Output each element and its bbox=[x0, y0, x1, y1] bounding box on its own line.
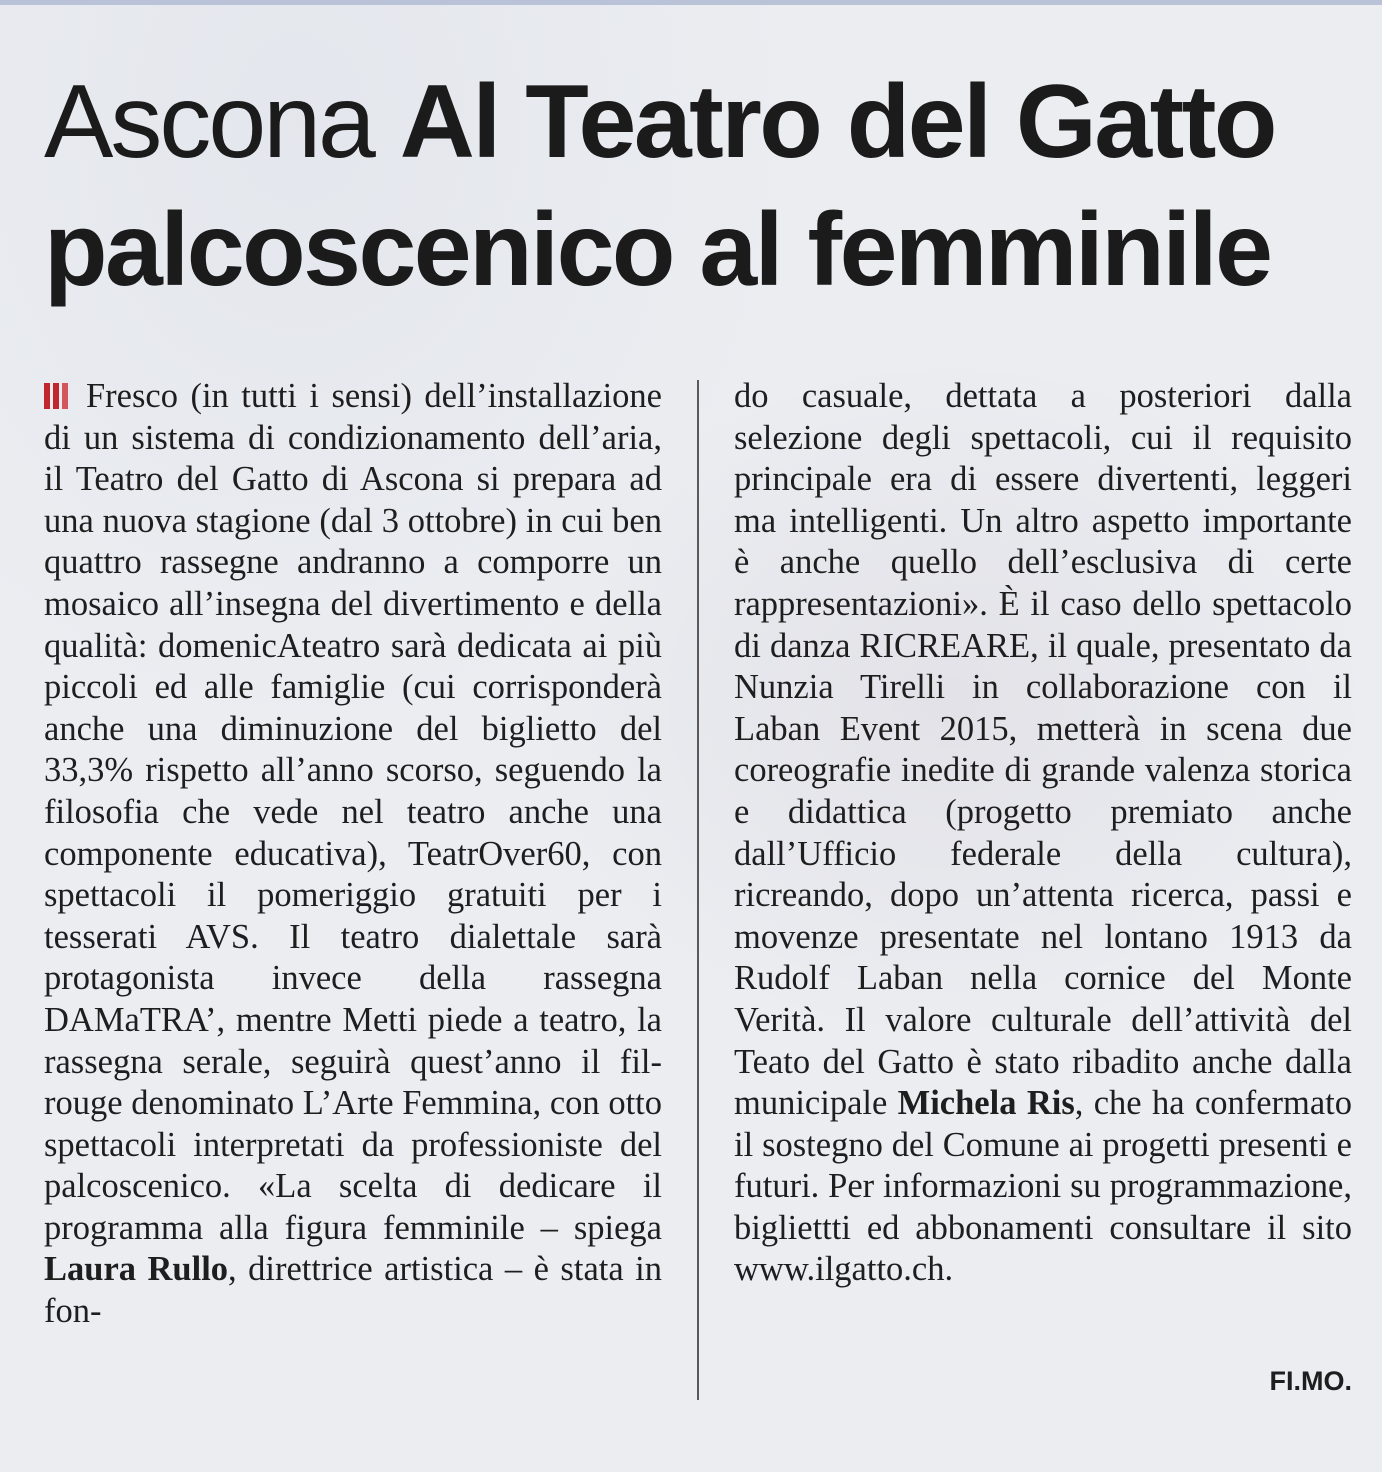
article-column-right bbox=[734, 376, 1352, 1291]
headline-kicker: Ascona bbox=[44, 64, 373, 180]
column-divider bbox=[697, 380, 699, 1400]
author-name-laura-rullo: Laura Rullo bbox=[44, 1250, 229, 1289]
lead-marker-icon bbox=[44, 378, 76, 404]
left-column-text-end: , direttrice artistica – è stata in fon- bbox=[44, 1250, 662, 1331]
article-signature: FI.MO. bbox=[1269, 1366, 1352, 1396]
right-column-text: do casuale, dettata a posteriori dalla selezione degli spettacoli, cui il requisito principale era di essere divertenti, leggeri ma intelligenti. Un altro aspetto importante è anche quello dell’esclusiva di certe rappresentazioni». È il caso dello spettacolo di danza RICREARE, il quale, presentato da Nunzia Tirelli in collaborazione con il Laban Event 2015, metterà in scena due coreografie inedite di grande valenza storica e didattica (progetto premiato anche dall’Ufficio federale della cultura), ricreando, dopo un’attenta ricerca, passi e movenze presentate nel lontano 1913 da Rudolf Laban nella cornice del Monte Verità. Il valore culturale dell’attività del Teato del Gatto è stato ribadito anche dalla municipale bbox=[734, 377, 1352, 1123]
headline-title-line1: Al Teatro del Gatto bbox=[399, 64, 1275, 180]
headline-title-line2: palcoscenico al femminile bbox=[44, 192, 1271, 308]
page-top-edge bbox=[0, 0, 1382, 5]
right-column-text-end: , che ha confermato il sostegno del Comune ai progetti presenti e futuri. Per informazioni su programmazione, bigliettti ed abbonamenti consultare il sito www.ilgatto.ch. bbox=[734, 1084, 1352, 1289]
article-column-left bbox=[44, 376, 662, 1333]
left-column-text: Fresco (in tutti i sensi) dell’installazione di un sistema di condizionamento dell’aria, il Teatro del Gatto di Ascona si prepara ad una nuova stagione (dal 3 ottobre) in cui ben quattro rassegne andranno a comporre un mosaico all’insegna del divertimento e della qualità: domenicAteatro sarà dedicata ai più piccoli ed alle famiglie (cui corrisponderà anche una diminuzione del biglietto del 33,3% rispetto all’anno scorso, seguendo la filosofia che vede nel teatro anche una componente educativa), TeatrOver60, con spettacoli il pomeriggio gratuiti per i tesserati AVS. Il teatro dialettale sarà protagonista invece della rassegna DAMaTRA’, mentre Metti piede a teatro, la rassegna serale, seguirà quest’anno il fil-rouge denominato L’Arte Femmina, con otto spettacoli interpretati da professioniste del palcoscenico. «La scelta di dedicare il programma alla figura femminile – spiega bbox=[44, 377, 662, 1247]
name-michela-ris: Michela Ris bbox=[897, 1084, 1075, 1123]
article-headline bbox=[44, 58, 1364, 314]
